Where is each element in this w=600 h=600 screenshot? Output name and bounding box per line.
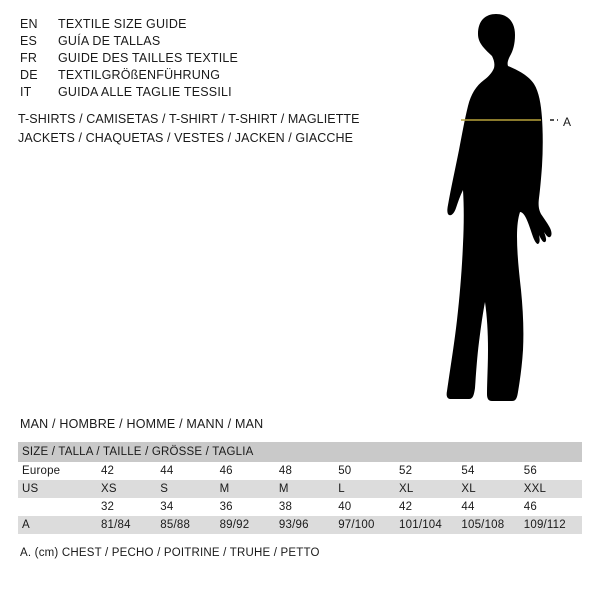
language-text: GUIDA ALLE TAGLIE TESSILI — [58, 85, 232, 99]
cell: 44 — [156, 462, 215, 480]
cell: 85/88 — [156, 516, 215, 534]
category-line: T-SHIRTS / CAMISETAS / T-SHIRT / T-SHIRT / MAGLIETTE — [18, 112, 360, 126]
cell: 109/112 — [520, 516, 582, 534]
cell: 56 — [520, 462, 582, 480]
language-code: ES — [20, 34, 38, 48]
cell: 44 — [457, 498, 519, 516]
cell: XL — [395, 480, 457, 498]
table-header-row — [18, 442, 582, 462]
cell: 40 — [334, 498, 395, 516]
language-code: DE — [20, 68, 38, 82]
cell: 46 — [520, 498, 582, 516]
table-row — [18, 462, 582, 480]
size-table — [18, 442, 582, 534]
cell: 38 — [275, 498, 334, 516]
table-row — [18, 498, 582, 516]
cell: 34 — [156, 498, 215, 516]
language-text: GUIDE DES TAILLES TEXTILE — [58, 51, 239, 65]
cell: 42 — [97, 462, 156, 480]
language-row — [20, 67, 360, 84]
language-list — [20, 16, 360, 101]
footnote: A. (cm) CHEST / PECHO / POITRINE / TRUHE / PETTO — [20, 547, 320, 559]
garment-category-list — [18, 110, 378, 148]
cell: 93/96 — [275, 516, 334, 534]
cell: 97/100 — [334, 516, 395, 534]
language-text: TEXTILGRÖßENFÜHRUNG — [58, 68, 221, 82]
cell: 42 — [395, 498, 457, 516]
cell: 54 — [457, 462, 519, 480]
male-body-figure — [400, 10, 600, 410]
cell: 52 — [395, 462, 457, 480]
row-label: Europe — [18, 462, 97, 480]
language-row — [20, 33, 360, 50]
cell: 101/104 — [395, 516, 457, 534]
category-line: JACKETS / CHAQUETAS / VESTES / JACKEN / GIACCHE — [18, 131, 354, 145]
body-silhouette-icon — [400, 10, 600, 410]
language-row — [20, 84, 360, 101]
cell: 50 — [334, 462, 395, 480]
measure-label-a: A — [563, 115, 572, 129]
size-table-head — [18, 442, 582, 462]
language-text: GUÍA DE TALLAS — [58, 34, 161, 48]
language-code: FR — [20, 51, 38, 65]
cell: S — [156, 480, 215, 498]
cell: 46 — [216, 462, 275, 480]
language-row — [20, 50, 360, 67]
cell: 105/108 — [457, 516, 519, 534]
table-row — [18, 516, 582, 534]
language-code: EN — [20, 17, 38, 31]
cell: 89/92 — [216, 516, 275, 534]
cell: XXL — [520, 480, 582, 498]
language-code: IT — [20, 85, 32, 99]
language-row — [20, 16, 360, 33]
row-label — [18, 498, 97, 516]
cell: 36 — [216, 498, 275, 516]
cell: M — [275, 480, 334, 498]
table-header-cell: SIZE / TALLA / TAILLE / GRÖSSE / TAGLIA — [18, 442, 582, 462]
row-label: US — [18, 480, 97, 498]
table-title: MAN / HOMBRE / HOMME / MANN / MAN — [20, 417, 264, 431]
size-table-body — [18, 462, 582, 534]
cell: XL — [457, 480, 519, 498]
cell: L — [334, 480, 395, 498]
cell: 48 — [275, 462, 334, 480]
table-row — [18, 480, 582, 498]
row-label: A — [18, 516, 97, 534]
language-text: TEXTILE SIZE GUIDE — [58, 17, 187, 31]
cell: 81/84 — [97, 516, 156, 534]
cell: M — [216, 480, 275, 498]
cell: 32 — [97, 498, 156, 516]
cell: XS — [97, 480, 156, 498]
